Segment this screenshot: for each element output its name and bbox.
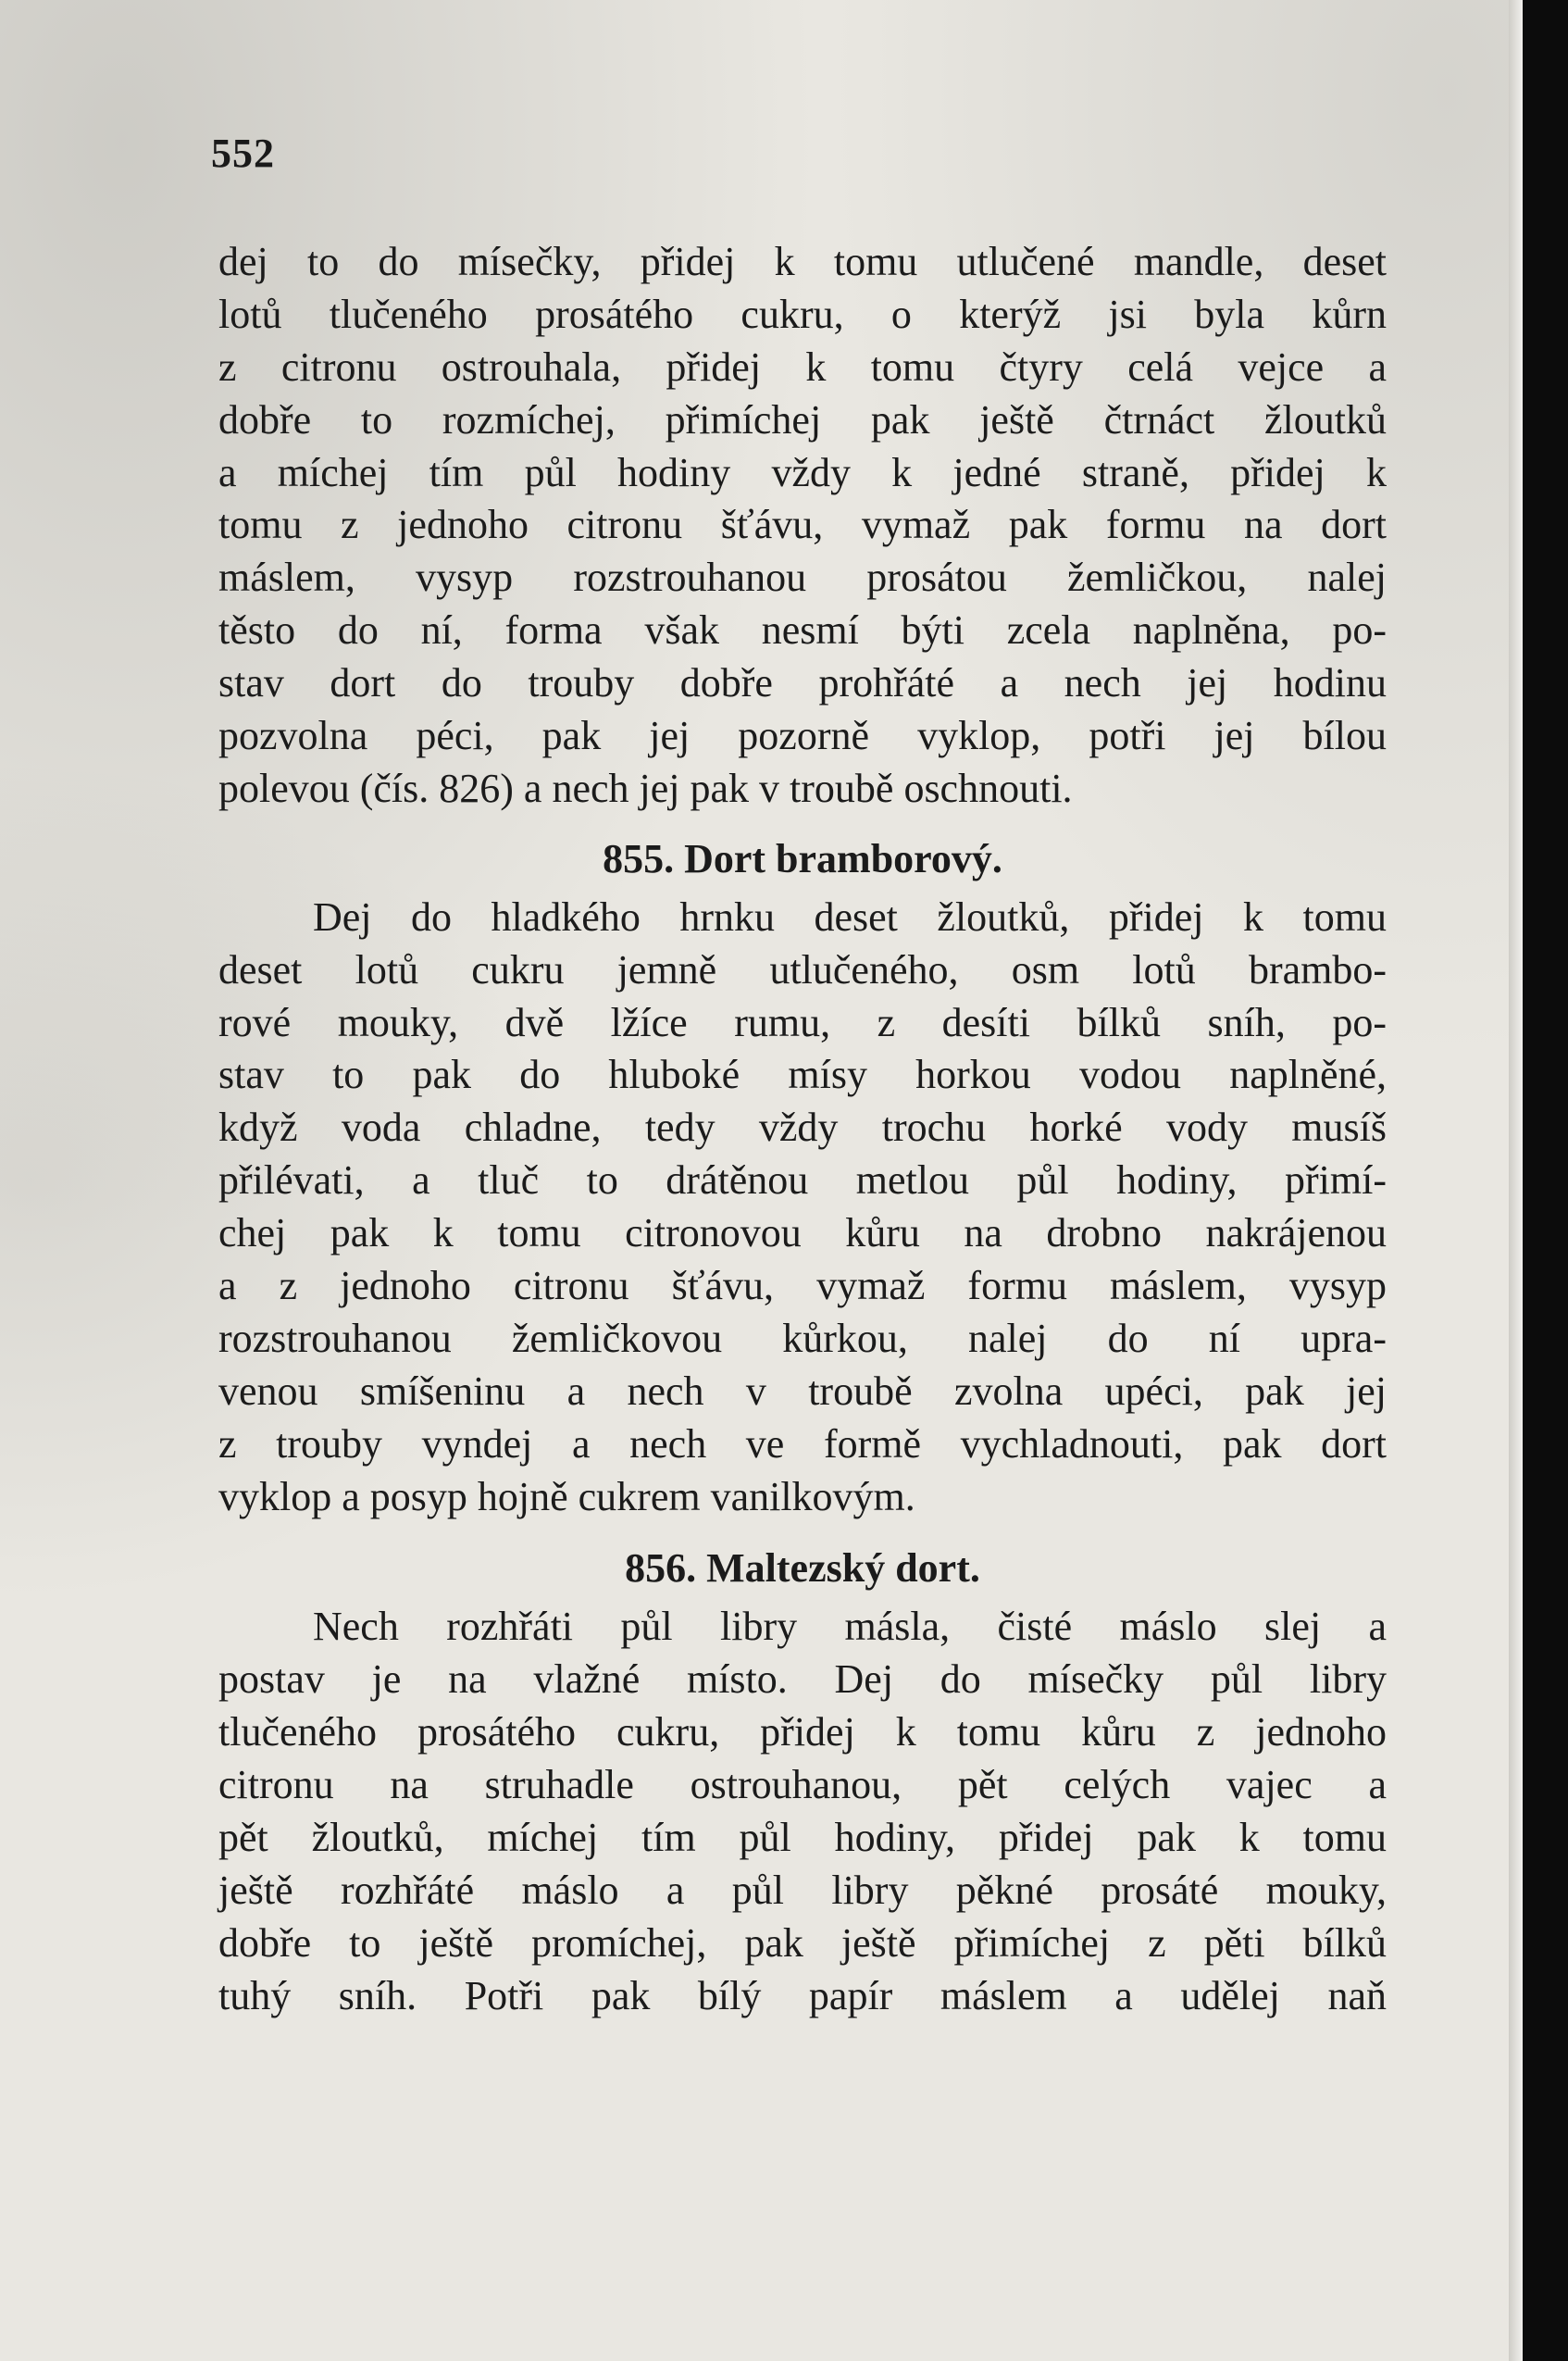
text-line: dobře to rozmíchej, přimíchej pak ještě čtrnáct žloutků [218, 396, 1387, 443]
text-line: citronu na struhadle ostrouhanou, pět celých vajec a [218, 1762, 1387, 1808]
text-line: když voda chladne, tedy vždy trochu horké vody musíš [218, 1105, 1387, 1151]
text-line: pět žloutků, míchej tím půl hodiny, přidej pak k tomu [218, 1815, 1387, 1861]
text-line: stav to pak do hluboké mísy horkou vodou naplněné, [218, 1052, 1387, 1098]
text-line: a z jednoho citronu šťávu, vymaž formu máslem, vysyp [218, 1263, 1387, 1309]
text-line: máslem, vysyp rozstrouhanou prosátou žemličkou, nalej [218, 555, 1387, 601]
text-line: lotů tlučeného prosátého cukru, o kterýž jsi byla kůrn [218, 291, 1387, 337]
text-line: tuhý sníh. Potři pak bílý papír máslem a udělej naň [218, 1972, 1387, 2018]
text-line: tomu z jednoho citronu šťávu, vymaž pak formu na dort [218, 502, 1387, 548]
text-line: venou smíšeninu a nech v troubě zvolna upéci, pak jej [218, 1368, 1387, 1414]
text-line: vyklop a posyp hojně cukrem vanilkovým. [218, 1473, 915, 1519]
recipe-heading-856: 856. Maltezský dort. [625, 1545, 980, 1592]
text-line: polevou (čís. 826) a nech jej pak v troubě oschnouti. [218, 765, 1073, 811]
text-line: stav dort do trouby dobře prohřáté a nech jej hodinu [218, 660, 1387, 706]
paragraph-recipe-855 [218, 892, 1387, 1524]
page-text [218, 236, 1387, 2023]
paragraph-recipe-856 [218, 1601, 1387, 2022]
text-line: Nech rozhřáti půl libry másla, čisté máslo slej a [313, 1604, 1387, 1650]
text-line: přilévati, a tluč to drátěnou metlou půl hodiny, přimí- [218, 1157, 1387, 1204]
text-line: z trouby vyndej a nech ve formě vychladnouti, pak dort [218, 1420, 1387, 1467]
paragraph-intro [218, 236, 1387, 816]
text-line: rové mouky, dvě lžíce rumu, z desíti bílků sníh, po- [218, 999, 1387, 1045]
recipe-heading-855: 855. Dort bramborový. [603, 835, 1002, 881]
text-line: pozvolna péci, pak jej pozorně vyklop, potři jej bílou [218, 713, 1387, 759]
text-line: postav je na vlažné místo. Dej do mísečky půl libry [218, 1656, 1387, 1703]
text-line: a míchej tím půl hodiny vždy k jedné straně, přidej k [218, 449, 1387, 495]
page-gutter [1509, 0, 1523, 2361]
text-line: Dej do hladkého hrnku deset žloutků, přidej k tomu [313, 893, 1387, 940]
text-line: těsto do ní, forma však nesmí býti zcela naplněna, po- [218, 607, 1387, 654]
text-line: tlučeného prosátého cukru, přidej k tomu kůru z jednoho [218, 1709, 1387, 1755]
text-line: z citronu ostrouhala, přidej k tomu čtyry celá vejce a [218, 344, 1387, 390]
page-number: 552 [211, 131, 275, 176]
text-line: dej to do mísečky, přidej k tomu utlučené mandle, deset [218, 239, 1387, 284]
text-line: dobře to ještě promíchej, pak ještě přimíchej z pěti bílků [218, 1919, 1387, 1966]
text-line: deset lotů cukru jemně utlučeného, osm lotů brambo- [218, 946, 1387, 993]
text-line: ještě rozhřáté máslo a půl libry pěkné prosáté mouky, [218, 1867, 1387, 1913]
text-line: rozstrouhanou žemličkovou kůrkou, nalej do ní upra- [218, 1315, 1387, 1361]
text-line: chej pak k tomu citronovou kůru na drobno nakrájenou [218, 1210, 1387, 1256]
